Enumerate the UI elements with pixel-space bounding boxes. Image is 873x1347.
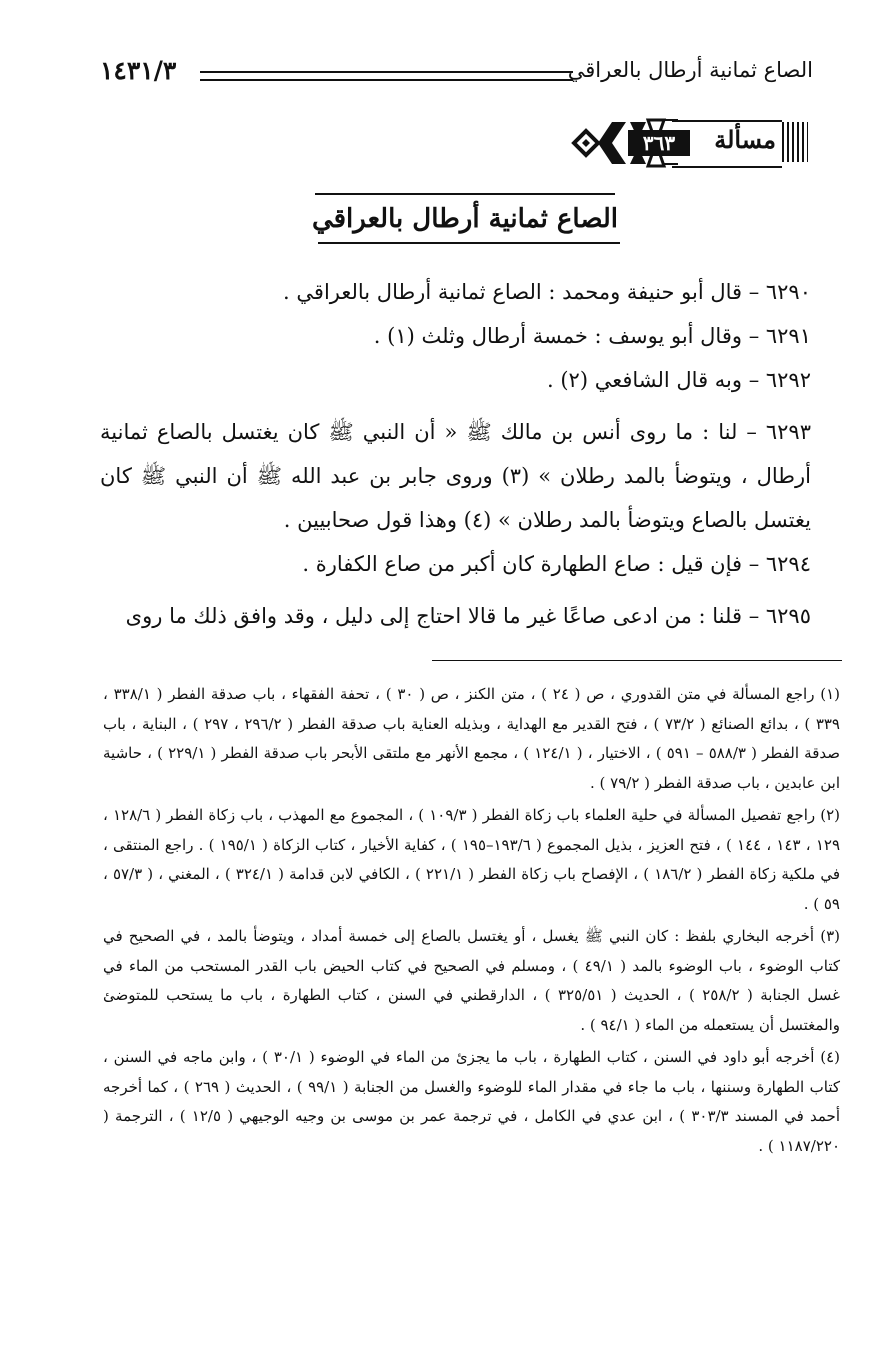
- section-title: الصاع ثمانية أرطال بالعراقي: [311, 204, 619, 234]
- footnote-1: (١) راجع المسألة في متن القدوري ، ص ( ٢٤ ) ، متن الكنز ، ص ( ٣٠ ) ، تحفة الفقهاء ، باب صدقة الفطر ( ٣٣٨/١ ، ٣٣٩ ) ، بدائع الصنائع ( ٧٣/٢ ) ، فتح القدير مع الهداية ، وبذيله العناية باب صدقة الفطر ( ٢٩٦/٢ ، ٢٩٧ ) ، البناية ، باب صدقة الفطر ( ٥٨٨/٣ – ٥٩١ ) ، الاختيار ، ( ١٢٤/١ ) ، مجمع الأنهر مع ملتقى الأبحر باب صدقة الفطر ( ٢٢٩/١ ) ، حاشية ابن عابدين ، باب صدقة الفطر ( ٧٩/٢ ) .: [103, 685, 840, 792]
- title-top-rule: [315, 193, 615, 195]
- footnote-2: (٢) راجع تفصيل المسألة في حلية العلماء باب زكاة الفطر ( ١٠٩/٣ ) ، المجموع مع المهذب ، باب زكاة الفطر ( ١٢٨/٦ ، ١٢٩ ، ١٤٣ ، ١٤٤ ) ، فتح العزيز ، بذيل المجموع ( ١٩٣/٦–١٩٥ ) ، كفاية الأخيار ، كتاب الزكاة ( ١٩٥/١ ) . راجع المنتقى ، في ملكية زكاة الفطر ( ١٨٦/٢ ) ، الإفصاح باب زكاة الفطر ( ٢٢١/١ ) ، الكافي لابن قدامة ( ٣٢٤/١ ) ، المغني ، ( ٥٧/٣ ، ٥٩ ) .: [103, 806, 841, 913]
- footnotes: [103, 680, 840, 1164]
- paragraph-6294: ٦٢٩٤ – فإن قيل : صاع الطهارة كان أكبر من صاع الكفارة .: [302, 552, 811, 576]
- masala-number: ٣٦٣: [628, 130, 690, 156]
- paragraph-6290: ٦٢٩٠ – قال أبو حنيفة ومحمد : الصاع ثمانية أرطال بالعراقي .: [283, 280, 811, 304]
- paragraph-6295: ٦٢٩٥ – قلنا : من ادعى صاعًا غير ما قالا احتاج إلى دليل ، وقد وافق ذلك ما روى: [125, 604, 811, 628]
- title-underline: [318, 242, 620, 244]
- footnote-separator: [432, 660, 842, 661]
- bars-decoration: [782, 122, 808, 162]
- running-header: [100, 58, 813, 94]
- masala-label: مسألة: [714, 125, 776, 154]
- masala-banner: [568, 110, 808, 176]
- footnote-4: (٤) أخرجه أبو داود في السنن ، كتاب الطهارة ، باب ما يجزئ من الماء في الوضوء ( ٣٠/١ ) ، وابن ماجه في السنن ، كتاب الطهارة وسننها ، باب ما جاء في مقدار الماء للوضوء والغسل من الجنابة ( ٩٩/١ ) ، الحديث ( ٢٦٩ ) ، كما أخرجه أحمد في المسند ٣٠٣/٣ ) ، ابن عدي في الكامل ، في ترجمة عمر بن موسى بن وجيه الوجيهي ( ١٢/٥ ) ، الترجمة ( ١١٨٧/٢٢٠ ) .: [103, 1048, 841, 1155]
- running-title: الصاع ثمانية أرطال بالعراقي: [567, 58, 813, 82]
- main-text: [100, 270, 811, 638]
- header-double-rule: [200, 71, 573, 81]
- paragraph-6291: ٦٢٩١ – وقال أبو يوسف : خمسة أرطال وثلث (١) .: [373, 324, 811, 348]
- paragraph-6292: ٦٢٩٢ – وبه قال الشافعي (٢) .: [547, 368, 811, 392]
- footnote-3: (٣) أخرجه البخاري بلفظ : كان النبي ﷺ يغسل ، أو يغتسل بالصاع إلى خمسة أمداد ، ويتوضأ بالمد ، في الصحيح في كتاب الوضوء ، باب الوضوء بالمد ( ٤٩/١ ) ، ومسلم في الصحيح في كتاب الحيض باب القدر المستحب من الماء في غسل الجنابة ( ٢٥٨/٢ ) ، الحديث ( ٣٢٥/٥١ ) ، الدارقطني في السنن ، كتاب الطهارة ، باب ما يستحب للمتوضئ والمغتسل أن يستعمله من الماء ( ٩٤/١ ) .: [103, 927, 840, 1034]
- page-number: ١٤٣١/٣: [100, 56, 177, 85]
- paragraph-6293: ٦٢٩٣ – لنا : ما روى أنس بن مالك ﷺ « أن النبي ﷺ كان يغتسل بالصاع ثمانية أرطال ، ويتوضأ بالمد رطلان » (٣) وروى جابر بن عبد الله ﷺ أن النبي ﷺ كان يغتسل بالصاع ويتوضأ بالمد رطلان » (٤) وهذا قول صحابيين .: [100, 420, 811, 532]
